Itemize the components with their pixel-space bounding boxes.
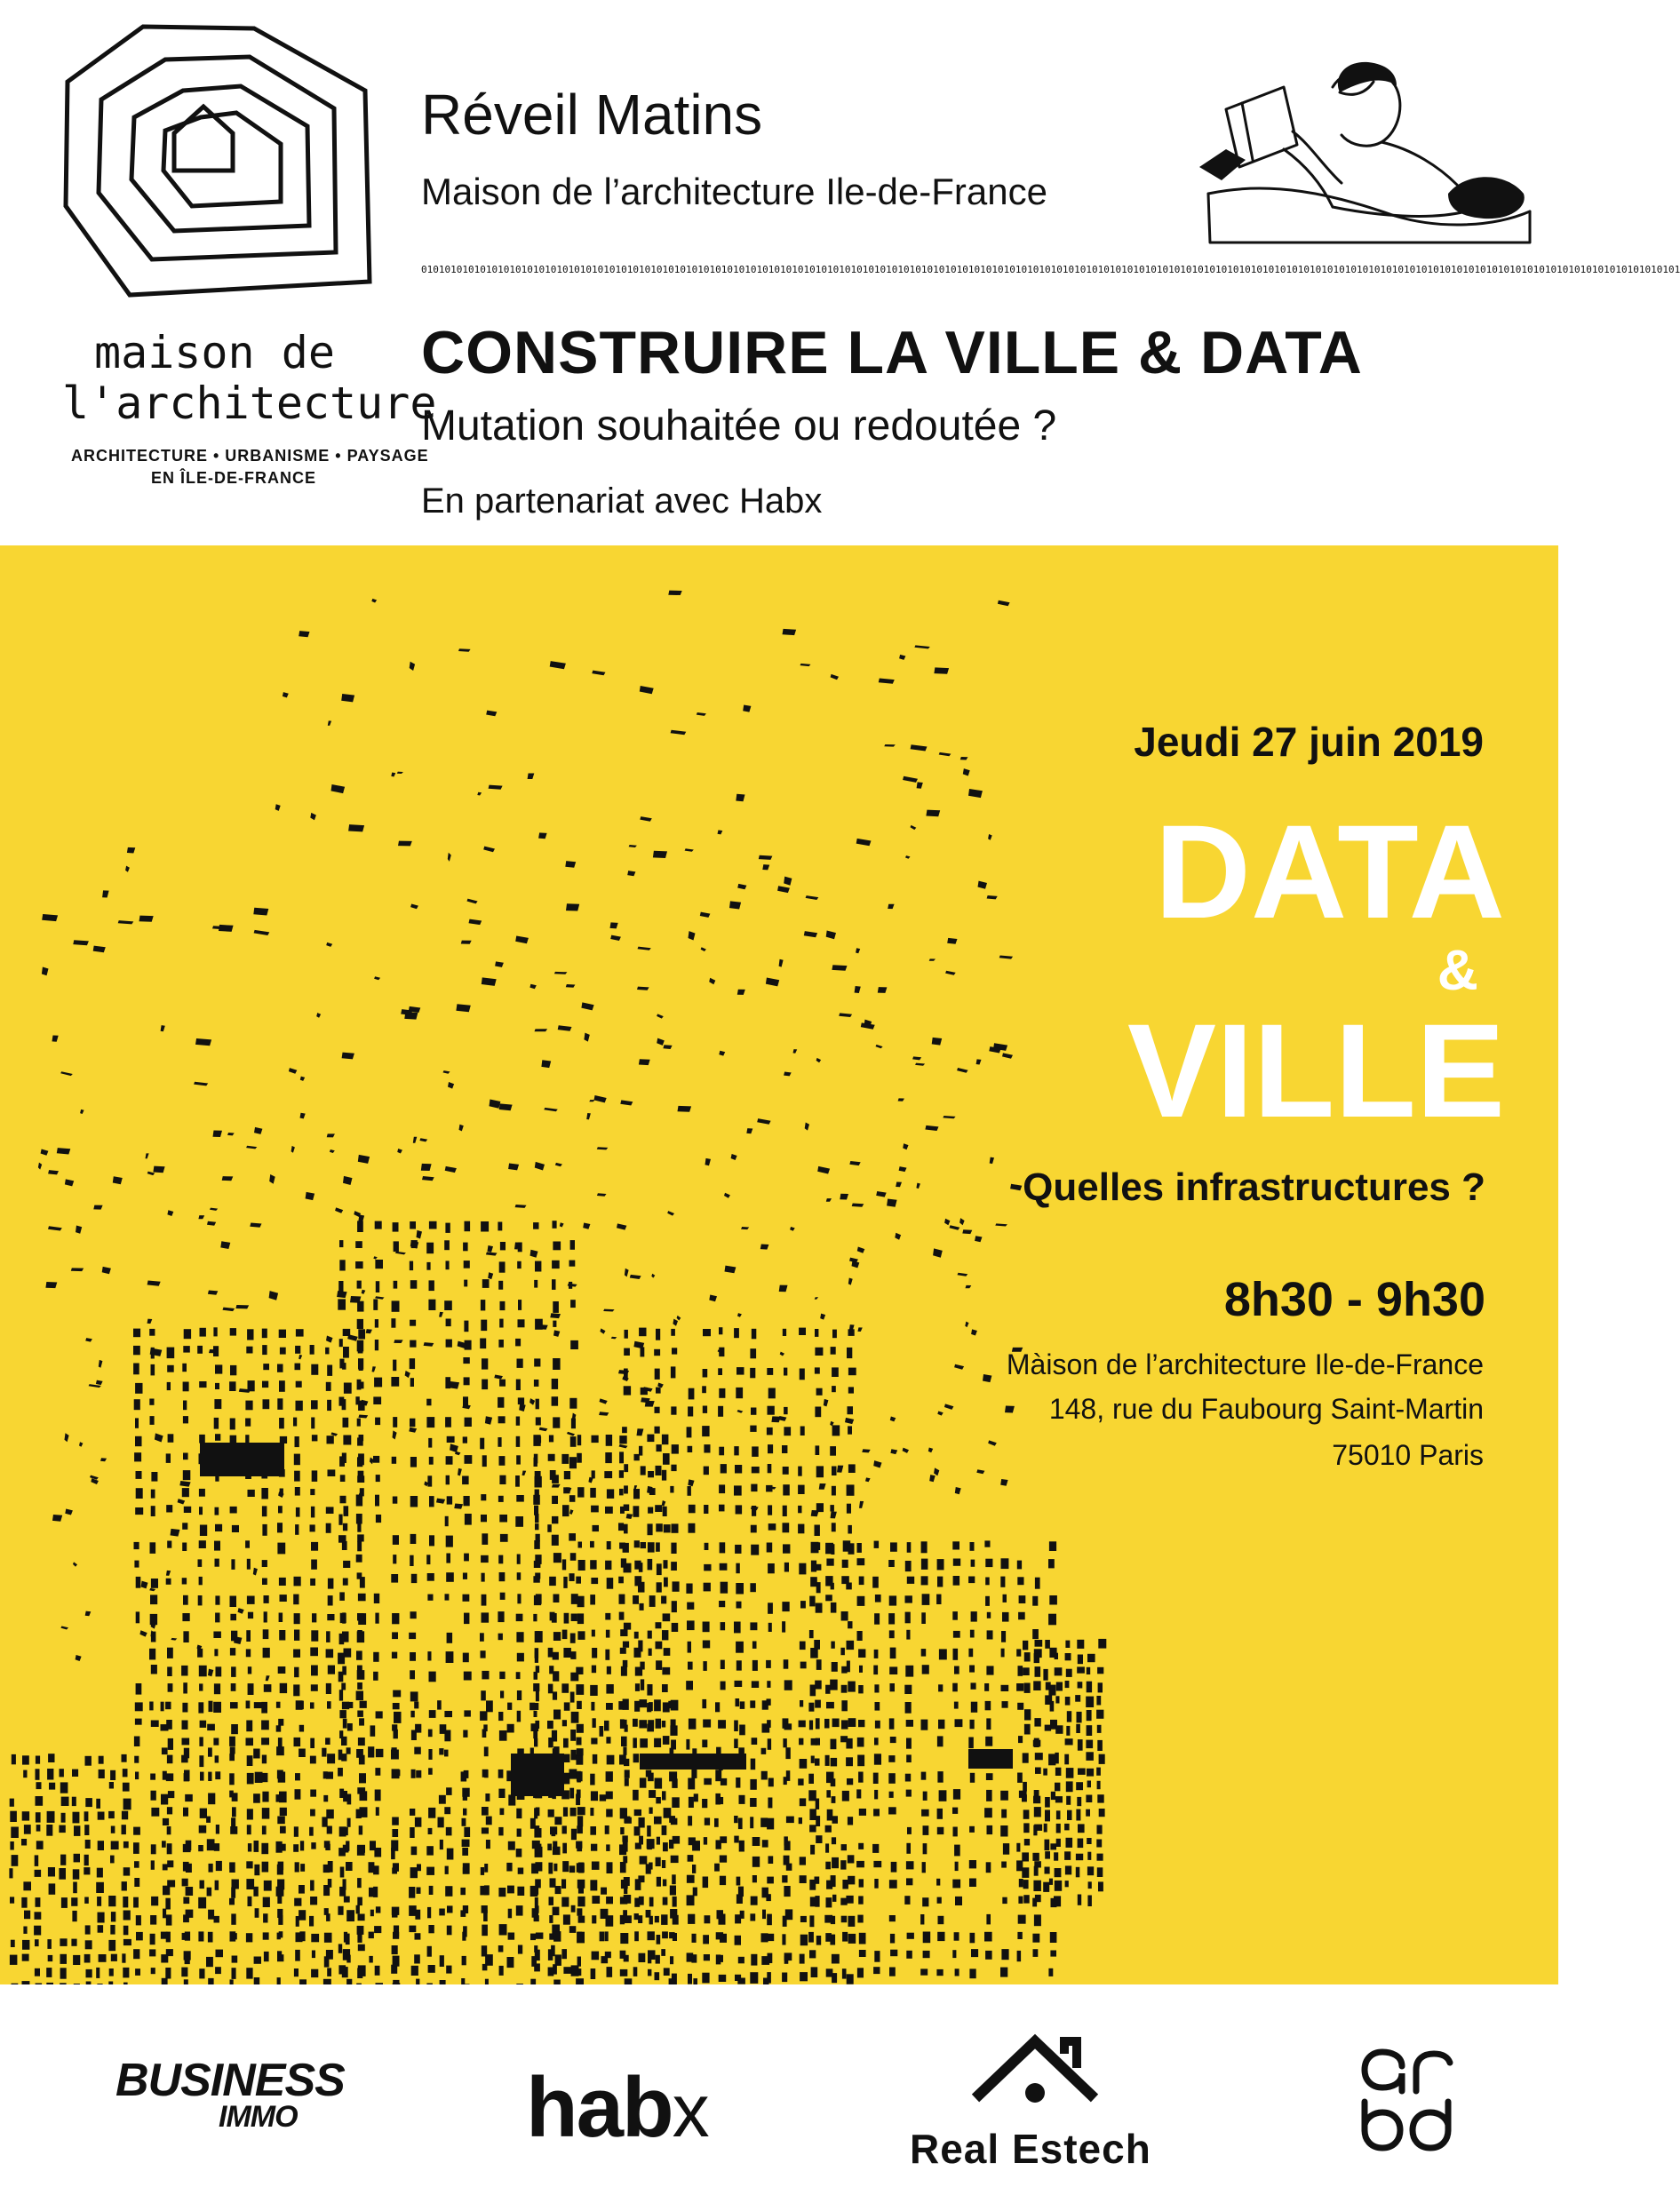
maison-architecture-logo-icon [59,20,378,313]
sponsor-real-estech: Real Estech [910,2126,1151,2172]
logo-wordmark-line-1: maison de [94,327,335,378]
person-reading-illustration [1199,60,1537,247]
event-question: Quelles infrastructures ? [1023,1165,1485,1209]
logo-tagline-line-1: ARCHITECTURE • URBANISME • PAYSAGE [71,447,429,465]
event-subheading: Mutation souhaitée ou redoutée ? [421,402,1057,449]
sponsor-business-immo-line-1: BUSINESS [115,2055,345,2106]
address-line-street: 148, rue du Faubourg Saint-Martin [1048,1393,1484,1425]
sponsor-habx-logo [526,2059,708,2157]
event-heading: CONSTRUIRE LA VILLE & DATA [421,319,1363,386]
habx-x-mark: x [672,2069,708,2152]
house-roof-icon [968,2029,1102,2118]
logo-wordmark-line-2: l'architecture [62,378,437,429]
habx-wordmark: hab [526,2060,673,2155]
partner-line: En partenariat avec Habx [421,481,823,521]
address-line-venue: Màison de l’architecture Ile-de-France [1006,1348,1484,1380]
organizer-name: Maison de l’architecture Ile-de-France [421,171,1047,212]
logo-tagline-line-2: EN ÎLE-DE-FRANCE [151,469,316,487]
event-date: Jeudi 27 juin 2019 [1134,719,1484,765]
headline-ville: VILLE [1127,996,1505,1145]
arb-logo-icon [1359,2048,1453,2153]
binary-divider: 0101010101010101010101010101010101010101010101010101010101010101010101010101010101010101010101010101010101010101010101010101010101010101010101010101010101010101010101010101010101010101010101010101010101010101010101 [421,264,1680,275]
sponsor-business-immo-line-2: IMMO [219,2100,298,2134]
address-line-city: 75010 Paris [1332,1439,1484,1471]
series-title: Réveil Matins [421,83,763,147]
event-time: 8h30 - 9h30 [1223,1273,1485,1326]
headline-ampersand: & [1437,938,1478,1002]
headline-data: DATA [1154,797,1505,946]
